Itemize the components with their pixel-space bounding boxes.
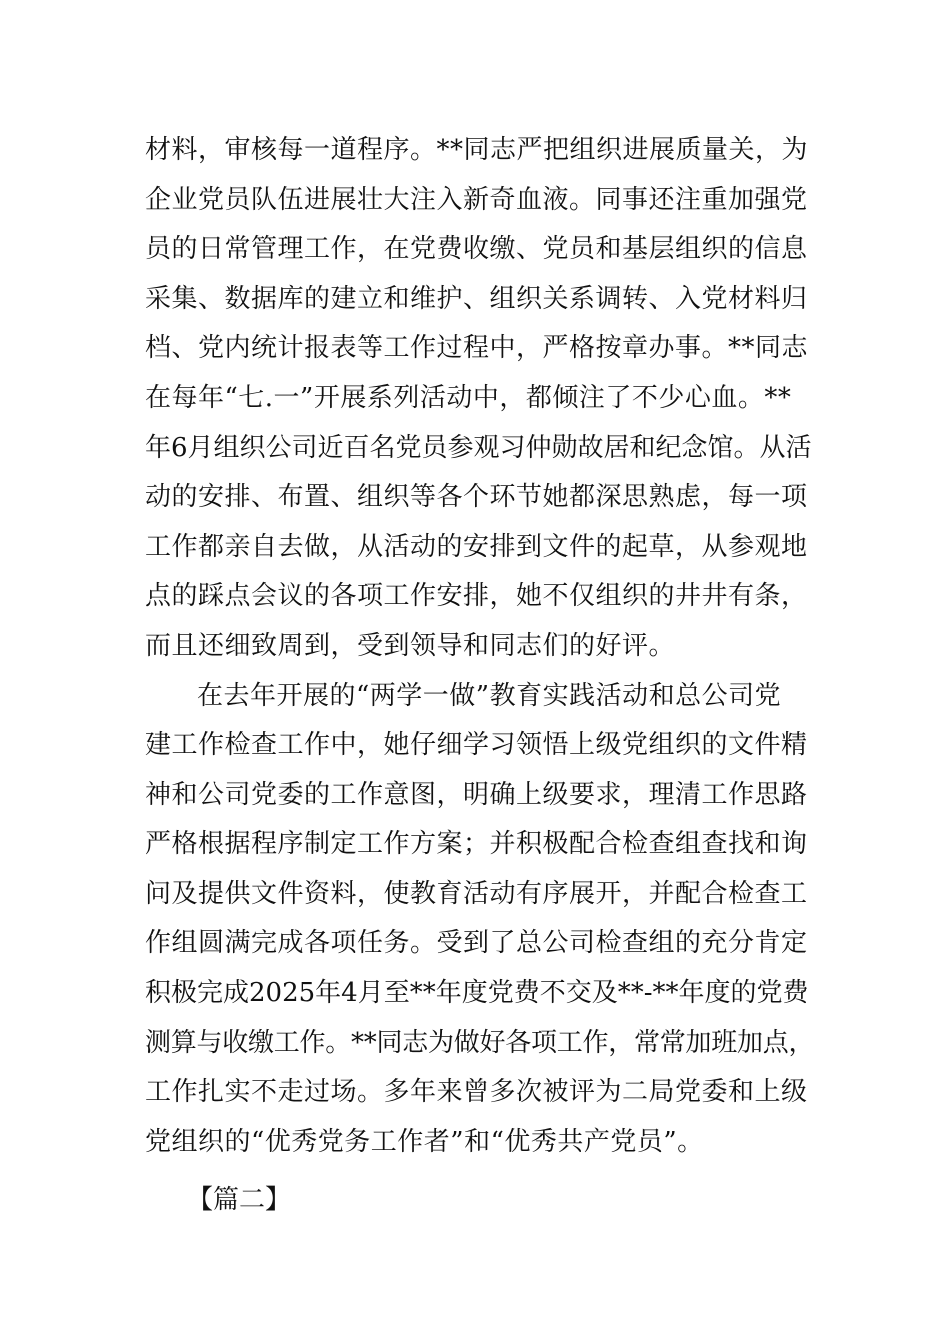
paragraph-1-line-4: 采集、数据库的建立和维护、组织关系调转、入党材料归	[145, 284, 808, 314]
paragraph-2-line-9: 工作扎实不走过场。多年来曾多次被评为二局党委和上级	[145, 1077, 808, 1107]
paragraph-2-line-8: 测算与收缴工作。**同志为做好各项工作，常常加班加点，	[145, 1028, 815, 1058]
paragraph-2-line-5: 问及提供文件资料，使教育活动有序展开，并配合检查工	[145, 879, 808, 909]
paragraph-2-line-2: 建工作检查工作中，她仔细学习领悟上级党组织的文件精	[145, 730, 808, 760]
paragraph-2-line-3: 神和公司党委的工作意图，明确上级要求，理清工作思路	[145, 780, 808, 810]
paragraph-2-line-10: 党组织的“优秀党务工作者”和“优秀共产党员”。	[145, 1127, 704, 1157]
paragraph-1-line-9: 工作都亲自去做，从活动的安排到文件的起草，从参观地	[145, 532, 808, 562]
paragraph-2-line-1: 在去年开展的“两学一做”教育实践活动和总公司党	[197, 681, 782, 711]
paragraph-1-line-5: 档、党内统计报表等工作过程中，严格按章办事。**同志	[145, 333, 809, 363]
paragraph-1-line-1: 材料，审核每一道程序。**同志严把组织进展质量关，为	[145, 135, 809, 165]
section-heading: 【篇二】	[187, 1185, 292, 1215]
paragraph-1-line-8: 动的安排、布置、组织等各个环节她都深思熟虑，每一项	[145, 482, 808, 512]
paragraph-1-line-6: 在每年“七.一”开展系列活动中，都倾注了不少心血。**	[145, 383, 792, 413]
paragraph-2-line-4: 严格根据程序制定工作方案；并积极配合检查组查找和询	[145, 829, 808, 859]
paragraph-1-line-11: 而且还细致周到，受到领导和同志们的好评。	[145, 631, 676, 661]
paragraph-1-line-7: 年6月组织公司近百名党员参观习仲勋故居和纪念馆。从活	[145, 433, 812, 463]
paragraph-1-line-10: 点的踩点会议的各项工作安排，她不仅组织的井井有条，	[145, 581, 808, 611]
paragraph-1-line-3: 员的日常管理工作，在党费收缴、党员和基层组织的信息	[145, 234, 808, 264]
paragraph-2-line-7: 积极完成2025年4月至**年度党费不交及**-**年度的党费	[145, 978, 809, 1008]
paragraph-2-line-6: 作组圆满完成各项任务。受到了总公司检查组的充分肯定	[145, 928, 808, 958]
paragraph-1-line-2: 企业党员队伍进展壮大注入新奇血液。同事还注重加强党	[145, 185, 808, 215]
